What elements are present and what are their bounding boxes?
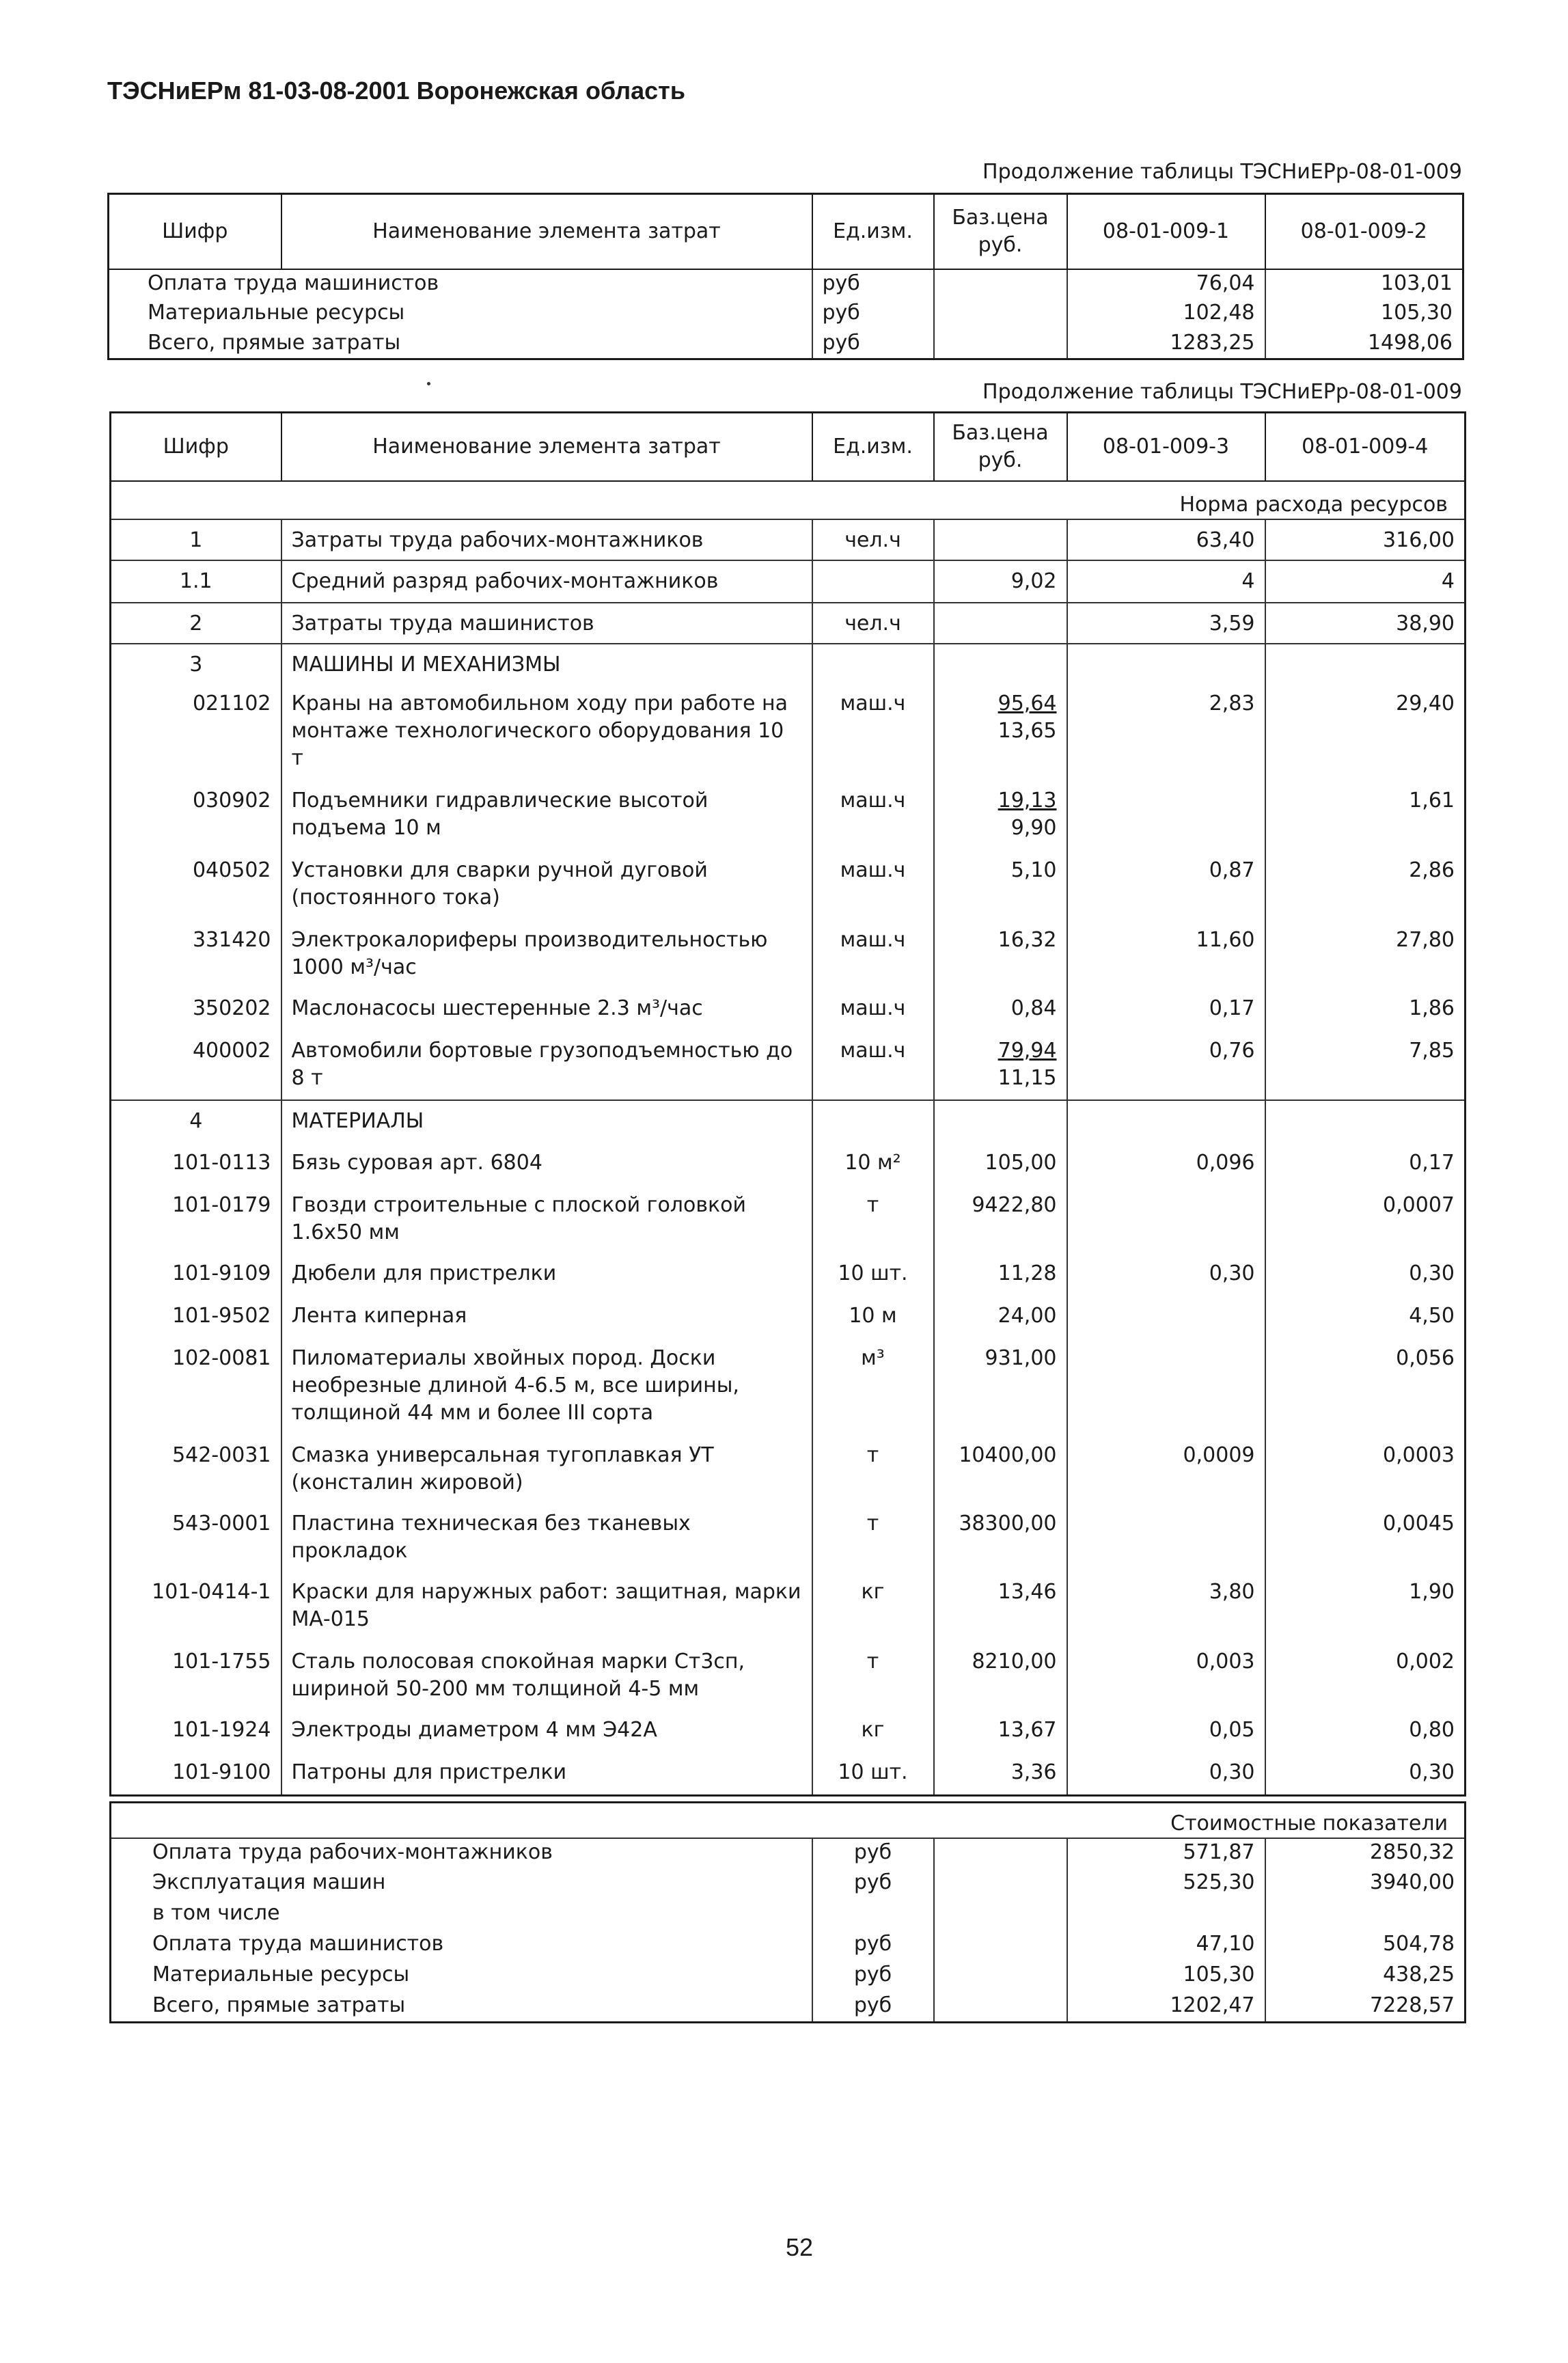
table-row [111, 560, 1466, 603]
row-price [934, 299, 1067, 329]
row-code: 1.1 [111, 560, 281, 603]
summary-name: Эксплуатация машин [152, 1870, 386, 1894]
row-name: МАШИНЫ И МЕХАНИЗМЫ [281, 644, 812, 683]
row-value-b: 1,90 [1265, 1572, 1466, 1641]
row-price [934, 1296, 1067, 1338]
stray-dot-mark [427, 382, 430, 385]
row-code: 021102 [192, 691, 271, 715]
row-name: Лента киперная [281, 1296, 812, 1338]
price-value-machinist: 13,65 [998, 718, 1057, 743]
row-unit: 10 м² [812, 1143, 934, 1185]
row-unit [812, 644, 934, 683]
row-code: 102-0081 [172, 1346, 271, 1370]
row-price [934, 519, 1067, 560]
summary-value-a: 1202,47 [1067, 1992, 1265, 2023]
price-value: 13,46 [998, 1579, 1057, 1604]
price-value: 0,84 [1010, 996, 1057, 1020]
row-value-b: 38,90 [1265, 603, 1466, 644]
row-name: Маслонасосы шестеренные 2.3 м³/час [281, 988, 812, 1030]
row-code: 400002 [192, 1038, 271, 1063]
row-value-a: 1283,25 [1067, 329, 1265, 359]
row-value-b: 2,86 [1265, 850, 1466, 920]
row-name: Автомобили бортовые грузоподъемностью до 8 т [281, 1030, 812, 1100]
row-unit: чел.ч [812, 519, 934, 560]
row-name: МАТЕРИАЛЫ [281, 1100, 812, 1143]
table1-caption: Продолжение таблицы ТЭСНиЕРр-08-01-009 [982, 160, 1462, 184]
row-value-a: 2,83 [1067, 683, 1265, 780]
row-value-a: 0,0009 [1067, 1435, 1265, 1503]
table-row [111, 920, 1466, 988]
summary-unit: руб [812, 1961, 934, 1992]
row-price [934, 1338, 1067, 1435]
norm-label: Норма расхода ресурсов [111, 481, 1466, 519]
row-unit: руб [812, 329, 934, 359]
row-value-a [1067, 1296, 1265, 1338]
row-value-a: 0,76 [1067, 1030, 1265, 1100]
summary-unit: руб [812, 1838, 934, 1869]
row-unit: 10 шт. [812, 1253, 934, 1296]
summary-name: Материальные ресурсы [152, 1962, 410, 1986]
price-value: 105,00 [985, 1150, 1057, 1175]
row-price [934, 1253, 1067, 1296]
table1-header-row [109, 194, 1463, 269]
price-value: 10400,00 [959, 1443, 1057, 1467]
norm-label-row [111, 481, 1466, 519]
table-row [111, 683, 1466, 780]
table-row [109, 329, 1463, 359]
table-row [111, 519, 1466, 560]
summary-unit: руб [812, 1930, 934, 1961]
row-unit: кг [812, 1572, 934, 1641]
row-unit: т [812, 1503, 934, 1572]
table-row [111, 1503, 1466, 1572]
header-name: Наименование элемента затрат [281, 194, 812, 269]
table-row [111, 603, 1466, 644]
summary-row [111, 1838, 1466, 1869]
summary-price [934, 1992, 1067, 2023]
row-code: 101-9100 [172, 1760, 271, 1784]
row-unit: т [812, 1185, 934, 1253]
row-code: 101-9502 [172, 1303, 271, 1328]
row-price [934, 988, 1067, 1030]
row-unit: 10 шт. [812, 1752, 934, 1796]
row-value-b: 0,056 [1265, 1338, 1466, 1435]
row-code: 101-1924 [172, 1717, 271, 1742]
row-value-a: 0,003 [1067, 1641, 1265, 1710]
row-value-b [1265, 644, 1466, 683]
row-price [934, 644, 1067, 683]
header-col-a: 08-01-009-3 [1067, 413, 1265, 481]
page-number: 52 [785, 2233, 814, 2261]
row-value-b: 0,002 [1265, 1641, 1466, 1710]
header-unit: Ед.изм. [812, 413, 934, 481]
price-value: 931,00 [985, 1346, 1057, 1370]
cost-summary-table [109, 1801, 1466, 2023]
price-value: 9,02 [1010, 569, 1057, 593]
row-value-a: 0,87 [1067, 850, 1265, 920]
row-unit [812, 560, 934, 603]
table-row [111, 1710, 1466, 1752]
row-value-b: 29,40 [1265, 683, 1466, 780]
row-value-a [1067, 1338, 1265, 1435]
summary-row [111, 1900, 1466, 1930]
price-value: 5,10 [1010, 858, 1057, 882]
table-row [111, 1752, 1466, 1796]
row-code: 542-0031 [172, 1443, 271, 1467]
row-value-b: 0,80 [1265, 1710, 1466, 1752]
row-name: Всего, прямые затраты [148, 330, 401, 355]
row-price [934, 560, 1067, 603]
row-code: 101-1755 [172, 1649, 271, 1674]
table-row [111, 1338, 1466, 1435]
row-value-b: 1498,06 [1265, 329, 1463, 359]
table-row [109, 269, 1463, 299]
summary-row [111, 1869, 1466, 1900]
row-price [934, 1185, 1067, 1253]
row-unit: маш.ч [812, 1030, 934, 1100]
row-code: 1 [111, 519, 281, 560]
row-name: Краски для наружных работ: защитная, марки МА-015 [281, 1572, 812, 1641]
row-price [934, 850, 1067, 920]
row-unit: маш.ч [812, 920, 934, 988]
table-row [111, 1030, 1466, 1100]
summary-unit: руб [812, 1869, 934, 1900]
header-col-a: 08-01-009-1 [1067, 194, 1265, 269]
price-value: 13,67 [998, 1717, 1057, 1742]
row-name: Подъемники гидравлические высотой подъема 10 м [281, 780, 812, 850]
row-value-a: 63,40 [1067, 519, 1265, 560]
row-value-a: 0,096 [1067, 1143, 1265, 1185]
table-row [111, 1253, 1466, 1296]
row-value-b: 7,85 [1265, 1030, 1466, 1100]
row-price [934, 329, 1067, 359]
summary-value-b: 504,78 [1265, 1930, 1466, 1961]
price-value: 38300,00 [959, 1511, 1057, 1535]
row-value-b: 0,30 [1265, 1752, 1466, 1796]
summary-value-b [1265, 1900, 1466, 1930]
summary-value-b: 3940,00 [1265, 1869, 1466, 1900]
row-value-b: 27,80 [1265, 920, 1466, 988]
row-price [934, 1641, 1067, 1710]
row-value-b: 0,17 [1265, 1143, 1466, 1185]
summary-unit [812, 1900, 934, 1930]
row-value-a [1067, 1503, 1265, 1572]
row-unit: кг [812, 1710, 934, 1752]
price-value: 19,13 [998, 788, 1057, 812]
price-value: 79,94 [998, 1038, 1057, 1063]
row-value-b: 103,01 [1265, 269, 1463, 299]
row-price [934, 1503, 1067, 1572]
table2-header-row [111, 413, 1466, 481]
header-col-b: 08-01-009-4 [1265, 413, 1466, 481]
row-code: 350202 [192, 996, 271, 1020]
row-value-b: 316,00 [1265, 519, 1466, 560]
row-value-a: 3,80 [1067, 1572, 1265, 1641]
summary-unit: руб [812, 1992, 934, 2023]
summary-name: Оплата труда машинистов [152, 1931, 444, 1956]
row-value-b: 1,61 [1265, 780, 1466, 850]
row-unit: м³ [812, 1338, 934, 1435]
row-unit: 10 м [812, 1296, 934, 1338]
row-value-a: 0,17 [1067, 988, 1265, 1030]
row-price [934, 780, 1067, 850]
row-name: Гвозди строительные с плоской головкой 1.6х50 мм [281, 1185, 812, 1253]
table2 [109, 411, 1466, 1797]
header-code: Шифр [111, 413, 281, 481]
price-value: 8210,00 [972, 1649, 1057, 1674]
document-title: ТЭСНиЕРм 81-03-08-2001 Воронежская область [107, 77, 685, 105]
row-price [934, 1435, 1067, 1503]
row-unit: т [812, 1641, 934, 1710]
row-value-a: 102,48 [1067, 299, 1265, 329]
row-name: Материальные ресурсы [148, 300, 405, 325]
price-value-machinist: 11,15 [998, 1065, 1057, 1090]
row-unit: маш.ч [812, 988, 934, 1030]
price-value: 11,28 [998, 1261, 1057, 1285]
row-name: Затраты труда машинистов [281, 603, 812, 644]
row-value-a: 0,30 [1067, 1253, 1265, 1296]
row-name: Затраты труда рабочих-монтажников [281, 519, 812, 560]
row-name: Электроды диаметром 4 мм Э42А [281, 1710, 812, 1752]
summary-price [934, 1869, 1067, 1900]
row-price [934, 1143, 1067, 1185]
row-value-b: 0,0007 [1265, 1185, 1466, 1253]
row-value-a: 0,05 [1067, 1710, 1265, 1752]
summary-price [934, 1900, 1067, 1930]
summary-name: Всего, прямые затраты [152, 1993, 406, 2017]
summary-value-b: 7228,57 [1265, 1992, 1466, 2023]
row-value-a: 11,60 [1067, 920, 1265, 988]
row-value-a [1067, 780, 1265, 850]
row-unit: маш.ч [812, 850, 934, 920]
row-code: 030902 [192, 788, 271, 812]
table-row [111, 850, 1466, 920]
row-code: 331420 [192, 927, 271, 952]
row-code: 543-0001 [172, 1511, 271, 1535]
row-value-a: 76,04 [1067, 269, 1265, 299]
row-name: Смазка универсальная тугоплавкая УТ (консталин жировой) [281, 1435, 812, 1503]
row-value-a: 0,30 [1067, 1752, 1265, 1796]
row-unit: маш.ч [812, 683, 934, 780]
row-unit: чел.ч [812, 603, 934, 644]
table-row [111, 1185, 1466, 1253]
row-price [934, 683, 1067, 780]
row-price [934, 920, 1067, 988]
row-value-b: 0,0003 [1265, 1435, 1466, 1503]
header-base-price: Баз.цена руб. [934, 194, 1067, 269]
summary-price [934, 1961, 1067, 1992]
row-name: Бязь суровая арт. 6804 [281, 1143, 812, 1185]
row-value-b: 4,50 [1265, 1296, 1466, 1338]
table-row [111, 988, 1466, 1030]
summary-value-a: 571,87 [1067, 1838, 1265, 1869]
price-value: 9422,80 [972, 1192, 1057, 1217]
price-value: 95,64 [998, 691, 1057, 715]
row-name: Краны на автомобильном ходу при работе на монтаже технологического оборудования 10 т [281, 683, 812, 780]
row-value-b: 4 [1265, 560, 1466, 603]
summary-price [934, 1930, 1067, 1961]
row-value-a: 3,59 [1067, 603, 1265, 644]
row-name: Сталь полосовая спокойная марки Ст3сп, шириной 50-200 мм толщиной 4-5 мм [281, 1641, 812, 1710]
table-row [111, 780, 1466, 850]
row-value-a [1067, 644, 1265, 683]
row-unit: т [812, 1435, 934, 1503]
row-code: 101-9109 [172, 1261, 271, 1285]
price-value: 3,36 [1010, 1760, 1057, 1784]
row-unit: маш.ч [812, 780, 934, 850]
summary-value-a: 47,10 [1067, 1930, 1265, 1961]
table-row [109, 299, 1463, 329]
row-price [934, 1572, 1067, 1641]
row-value-a [1067, 1185, 1265, 1253]
row-price [934, 269, 1067, 299]
cost-label-row [111, 1803, 1466, 1838]
summary-row [111, 1930, 1466, 1961]
table-row [111, 1572, 1466, 1641]
row-value-b: 105,30 [1265, 299, 1463, 329]
table-row [111, 1296, 1466, 1338]
row-value-b: 0,0045 [1265, 1503, 1466, 1572]
row-price [934, 1752, 1067, 1796]
row-value-b [1265, 1100, 1466, 1143]
row-code: 4 [111, 1100, 281, 1143]
row-code: 101-0414-1 [152, 1579, 271, 1604]
price-value: 24,00 [998, 1303, 1057, 1328]
row-name: Средний разряд рабочих-монтажников [281, 560, 812, 603]
row-price [934, 603, 1067, 644]
table-row [111, 1143, 1466, 1185]
row-code: 2 [111, 603, 281, 644]
row-value-b: 0,30 [1265, 1253, 1466, 1296]
header-code: Шифр [109, 194, 281, 269]
row-price [934, 1710, 1067, 1752]
row-name: Оплата труда машинистов [148, 271, 439, 295]
summary-value-a [1067, 1900, 1265, 1930]
row-code: 101-0179 [172, 1192, 271, 1217]
row-unit [812, 1100, 934, 1143]
summary-value-a: 105,30 [1067, 1961, 1265, 1992]
row-code: 040502 [192, 858, 271, 882]
row-code: 3 [111, 644, 281, 683]
row-name: Пиломатериалы хвойных пород. Доски необрезные длиной 4-6.5 м, все ширины, толщиной 44 мм и более III сорта [281, 1338, 812, 1435]
table1 [107, 193, 1464, 360]
header-unit: Ед.изм. [812, 194, 934, 269]
row-name: Патроны для пристрелки [281, 1752, 812, 1796]
cost-label: Стоимостные показатели [111, 1803, 1466, 1838]
row-price [934, 1030, 1067, 1100]
row-value-a [1067, 1100, 1265, 1143]
row-name: Установки для сварки ручной дуговой (постоянного тока) [281, 850, 812, 920]
summary-value-a: 525,30 [1067, 1869, 1265, 1900]
table-row [111, 1435, 1466, 1503]
table-row [111, 644, 1466, 683]
row-unit: руб [812, 299, 934, 329]
header-col-b: 08-01-009-2 [1265, 194, 1463, 269]
header-base-price: Баз.цена руб. [934, 413, 1067, 481]
row-price [934, 1100, 1067, 1143]
summary-name: Оплата труда рабочих-монтажников [152, 1840, 553, 1864]
summary-row [111, 1992, 1466, 2023]
table-row [111, 1641, 1466, 1710]
row-value-a: 4 [1067, 560, 1265, 603]
table-row [111, 1100, 1466, 1143]
summary-value-b: 2850,32 [1265, 1838, 1466, 1869]
row-name: Дюбели для пристрелки [281, 1253, 812, 1296]
summary-price [934, 1838, 1067, 1869]
price-value: 16,32 [998, 927, 1057, 952]
table2-caption: Продолжение таблицы ТЭСНиЕРр-08-01-009 [982, 380, 1462, 404]
row-name: Пластина техническая без тканевых прокладок [281, 1503, 812, 1572]
row-value-b: 1,86 [1265, 988, 1466, 1030]
summary-value-b: 438,25 [1265, 1961, 1466, 1992]
row-code: 101-0113 [172, 1150, 271, 1175]
summary-row [111, 1961, 1466, 1992]
price-value-machinist: 9,90 [1010, 815, 1057, 840]
row-unit: руб [812, 269, 934, 299]
header-name: Наименование элемента затрат [281, 413, 812, 481]
row-name: Электрокалориферы производительностью 1000 м³/час [281, 920, 812, 988]
summary-name: в том числе [152, 1900, 280, 1925]
